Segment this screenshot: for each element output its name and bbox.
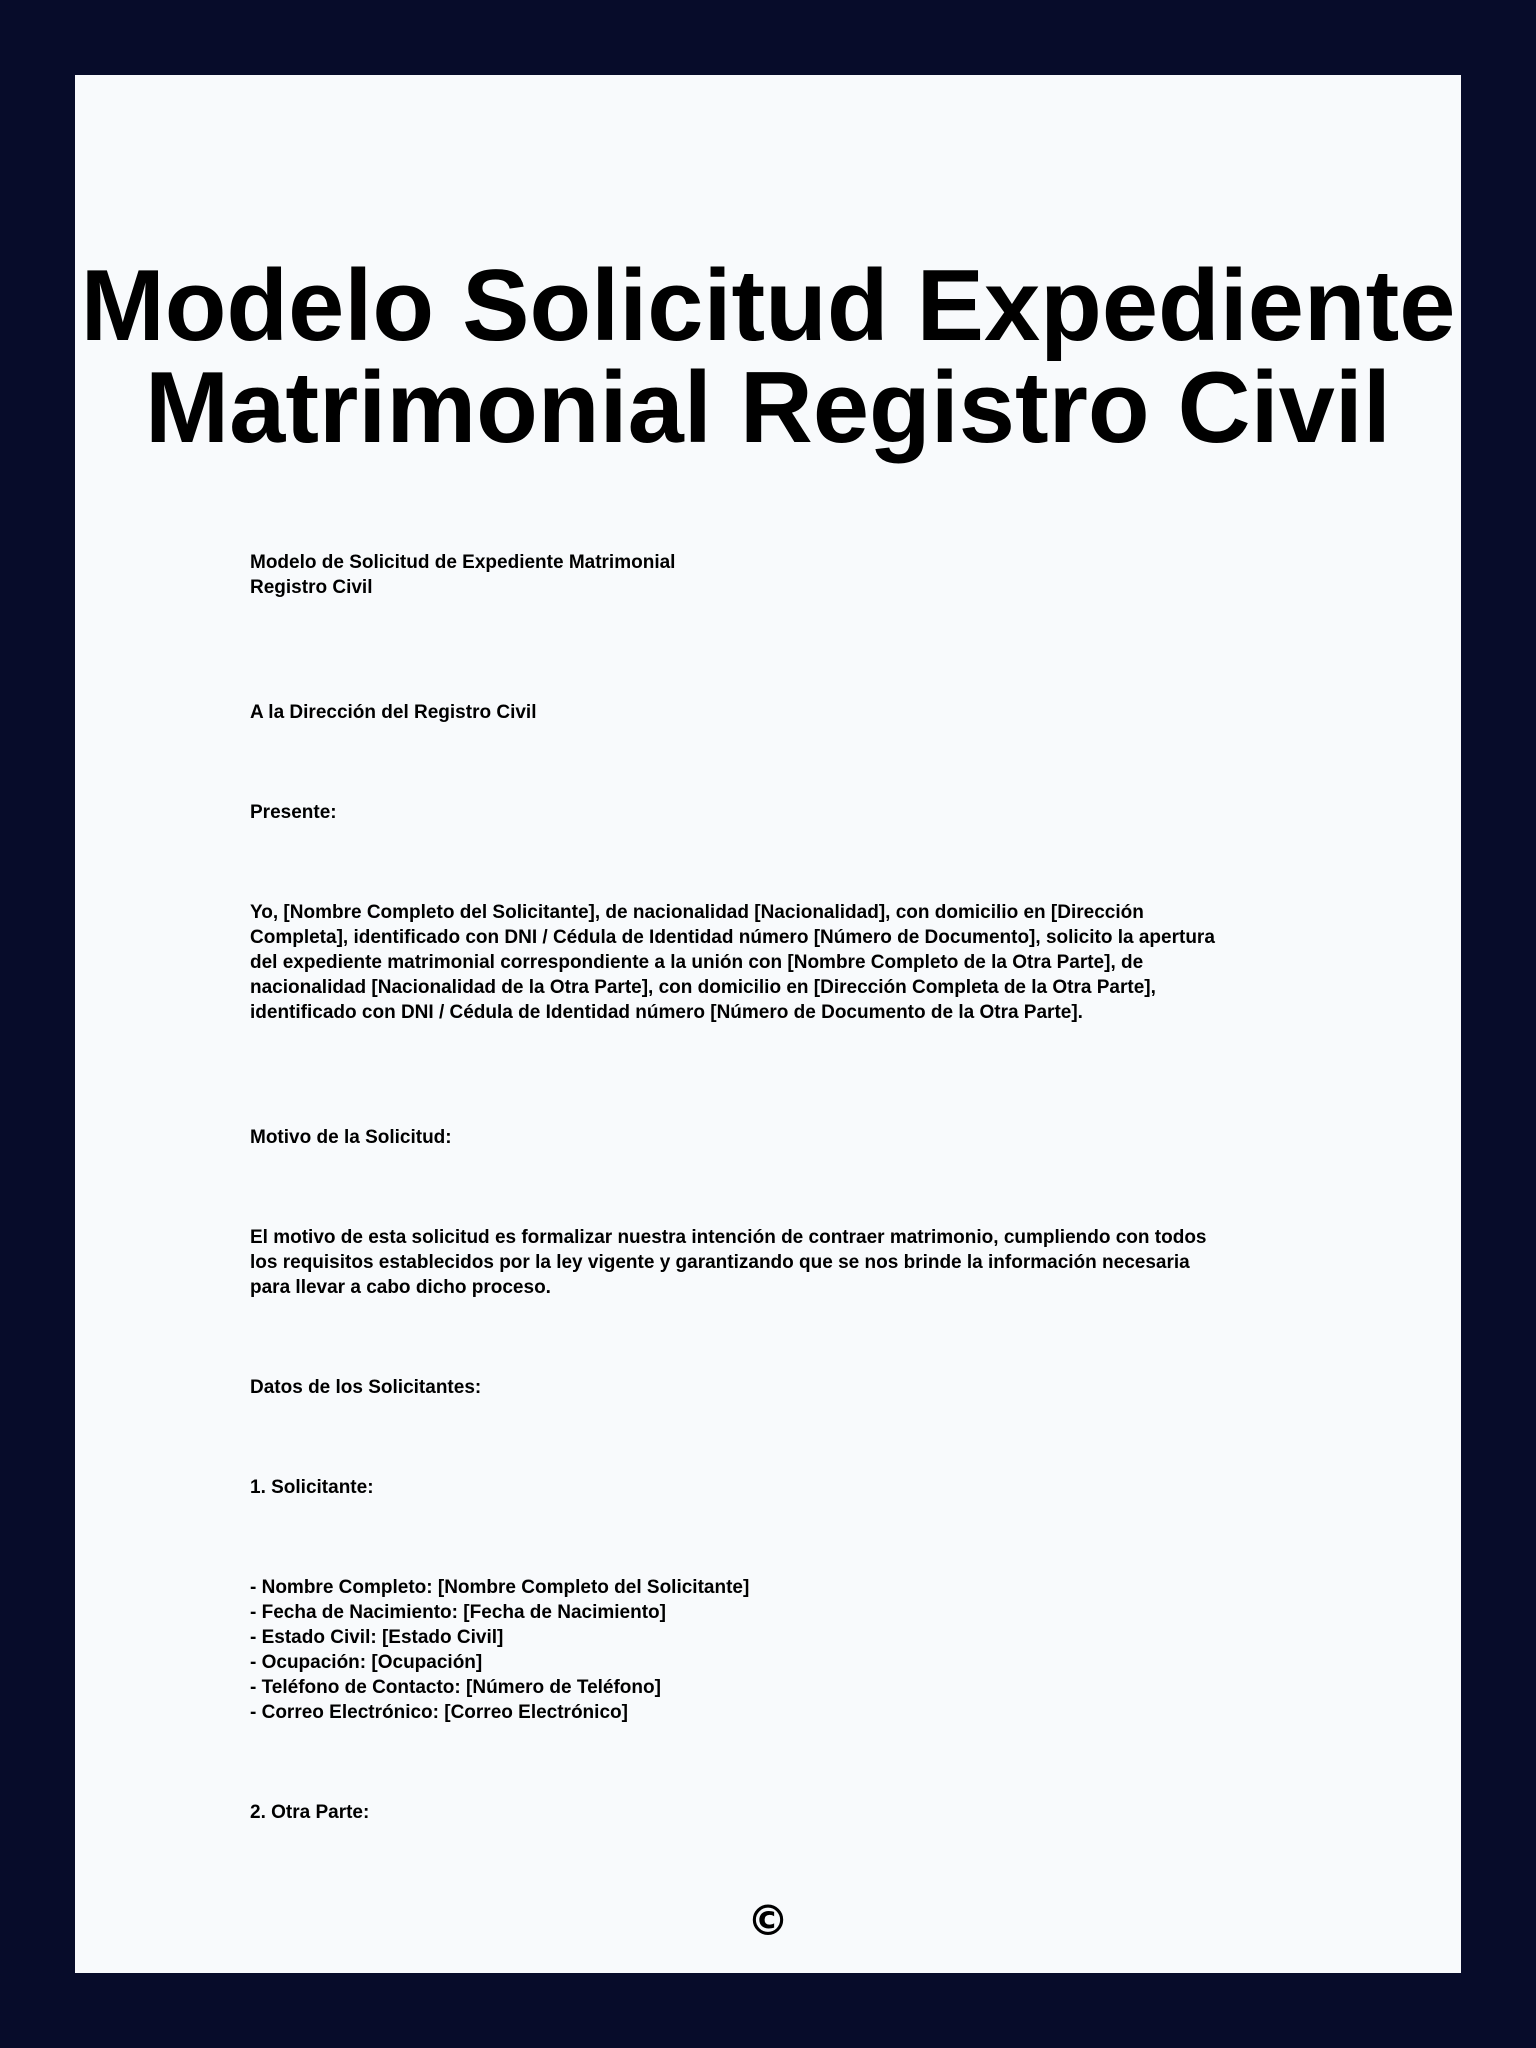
paragraph-line: identificado con DNI / Cédula de Identidad número [Número de Documento de la Otra Parte]. [250,1002,1083,1023]
greeting [250,800,1360,825]
intro-paragraph [250,900,1360,1025]
paragraph-line: del expediente matrimonial correspondiente a la unión con [Nombre Completo de la Otra Parte], de [250,952,1144,973]
applicant1-heading [250,1475,1360,1500]
subsection-heading: 1. Solicitante: [250,1477,374,1498]
document-heading-line: Modelo de Solicitud de Expediente Matrimonial [250,552,676,573]
addressee [250,700,1360,725]
copyright-icon: © [747,1896,789,1945]
addressee-text: A la Dirección del Registro Civil [250,702,537,723]
document-heading-line: Registro Civil [250,577,373,598]
page-title-line: Modelo Solicitud Expediente [80,250,1456,362]
field-line: - Teléfono de Contacto: [Número de Teléfono] [250,1677,661,1698]
field-line: - Fecha de Nacimiento: [Fecha de Nacimiento] [250,1602,666,1623]
applicant2-heading [250,1800,1360,1825]
page-title-line: Matrimonial Registro Civil [145,352,1391,464]
paragraph-line: Completa], identificado con DNI / Cédula de Identidad número [Número de Documento], solicito la apertura [250,927,1215,948]
applicants-heading [250,1375,1360,1400]
motive-paragraph [250,1225,1360,1300]
paragraph-line: para llevar a cabo dicho proceso. [250,1277,551,1298]
paragraph-line: El motivo de esta solicitud es formalizar nuestra intención de contraer matrimonio, cumpliendo con todos [250,1227,1207,1248]
page-title [75,250,1461,464]
section-heading: Datos de los Solicitantes: [250,1377,482,1398]
paragraph-line: nacionalidad [Nacionalidad de la Otra Parte], con domicilio en [Dirección Completa de la Otra Parte], [250,977,1156,998]
subsection-heading: 2. Otra Parte: [250,1802,370,1823]
field-line: - Nombre Completo: [Nombre Completo del Solicitante] [250,1577,750,1598]
section-heading: Motivo de la Solicitud: [250,1127,452,1148]
document-page [75,75,1461,1973]
greeting-text: Presente: [250,802,337,823]
field-line: - Ocupación: [Ocupación] [250,1652,483,1673]
document-heading [250,550,1360,600]
paragraph-line: Yo, [Nombre Completo del Solicitante], de nacionalidad [Nacionalidad], con domicilio en [Dirección [250,902,1144,923]
field-line: - Correo Electrónico: [Correo Electrónico] [250,1702,628,1723]
paragraph-line: los requisitos establecidos por la ley vigente y garantizando que se nos brinde la información necesaria [250,1252,1190,1273]
motive-heading [250,1125,1360,1150]
applicant1-fields [250,1575,1360,1725]
field-line: - Estado Civil: [Estado Civil] [250,1627,504,1648]
